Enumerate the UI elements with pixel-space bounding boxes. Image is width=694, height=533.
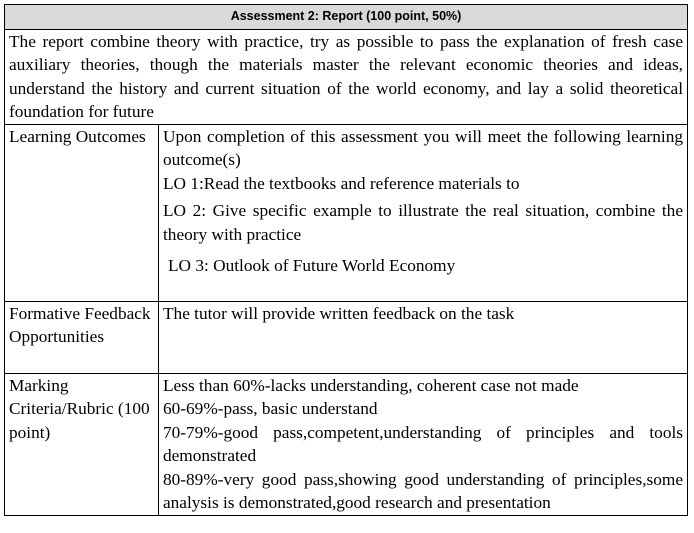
header-row xyxy=(5,5,688,30)
marking-criteria-label: Marking Criteria/Rubric (100 point) xyxy=(5,373,159,515)
assessment-title: Assessment 2: Report (100 point, 50%) xyxy=(5,5,688,30)
marking-criteria-row xyxy=(5,373,688,515)
criteria-item: 60-69%-pass, basic understand xyxy=(163,399,378,418)
learning-outcomes-label: Learning Outcomes xyxy=(5,124,159,301)
assessment-table xyxy=(4,4,688,516)
criteria-item: 70-79%-good pass,competent,understanding of principles and tools demonstrated xyxy=(163,422,683,465)
learning-outcomes-content xyxy=(159,124,688,301)
criteria-item: Less than 60%-lacks understanding, coherent case not made xyxy=(163,375,579,395)
marking-criteria-content xyxy=(159,373,688,515)
intro-text: The report combine theory with practice, try as possible to pass the explanation of fresh case auxiliary theories, though the materials master the relevant economic theories and ideas, understand the history and current situation of the world economy, and lay a solid theoretical foundation for future xyxy=(5,29,688,124)
formative-feedback-row xyxy=(5,301,688,373)
criteria-item: 80-89%-very good pass,showing good understanding of principles,some analysis is demonstrated,good research and presentation xyxy=(163,469,683,512)
formative-feedback-text: The tutor will provide written feedback on the task xyxy=(159,301,688,373)
lo1-text: LO 1:Read the textbooks and reference materials to xyxy=(163,173,520,193)
intro-row xyxy=(5,29,688,124)
lo3-text: LO 3: Outlook of Future World Economy xyxy=(168,256,456,275)
lo2-text: LO 2: Give specific example to illustrate the real situation, combine the theory with practice xyxy=(163,201,683,244)
formative-feedback-label: Formative Feedback Opportunities xyxy=(5,301,159,373)
learning-outcomes-row xyxy=(5,124,688,301)
learning-outcomes-intro: Upon completion of this assessment you will meet the following learning outcome(s) xyxy=(163,126,683,169)
